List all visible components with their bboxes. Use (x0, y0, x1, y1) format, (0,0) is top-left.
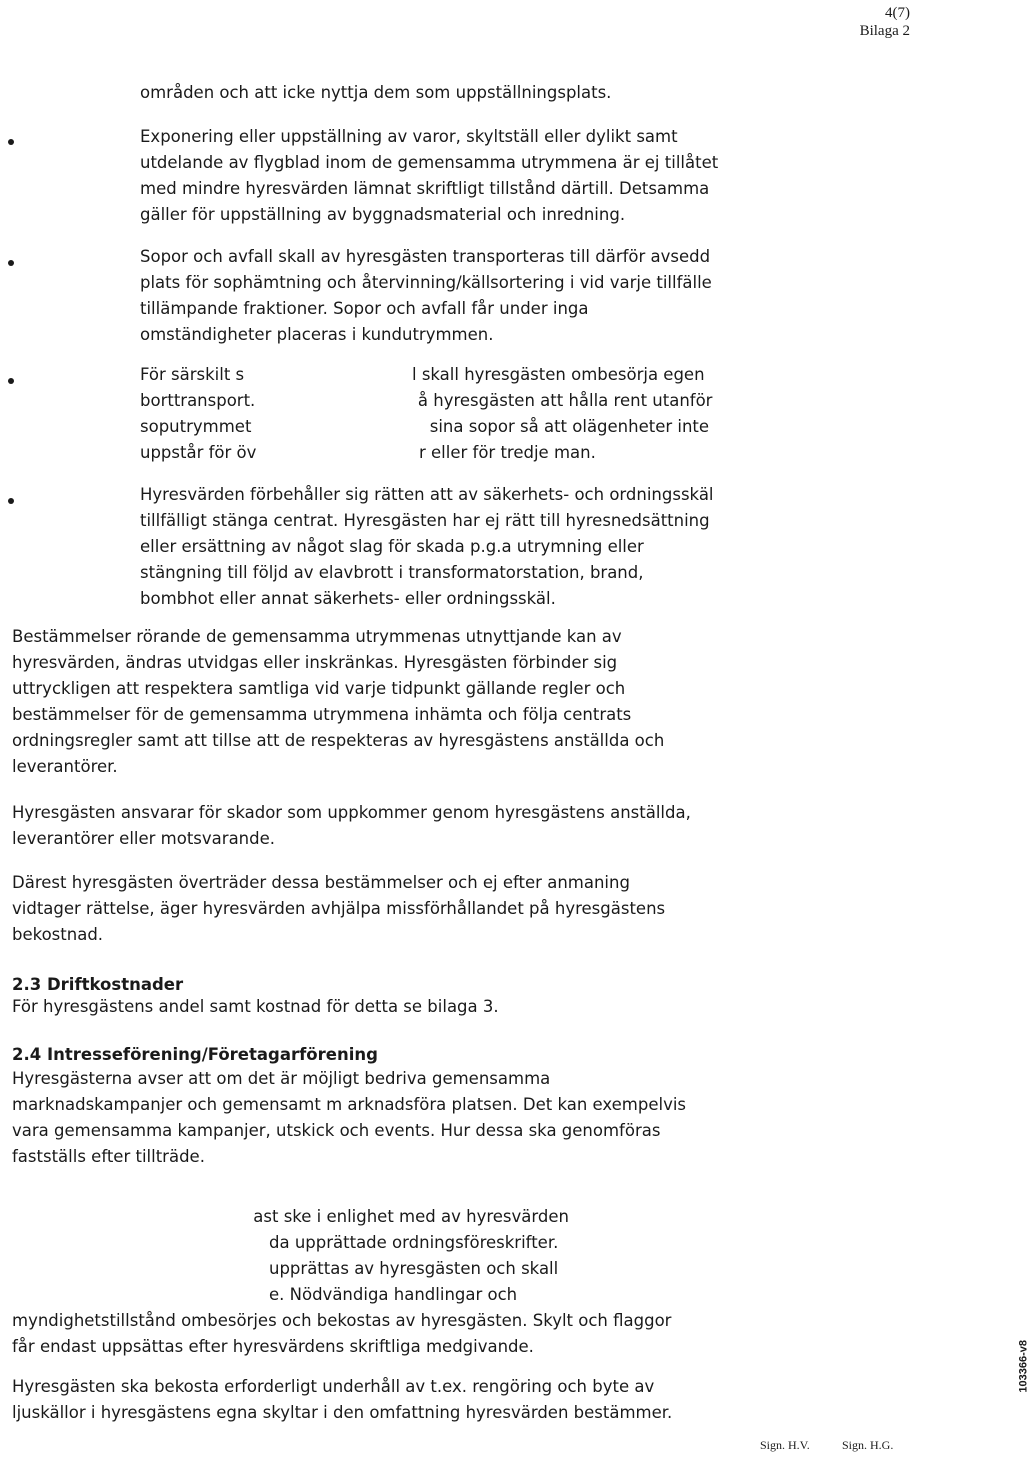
signage-paragraph: ast ske i enlighet med av hyresvärden da upprättade ordningsföreskrifter. upprättas av hyresgästen och skall e. Nödvändiga handlingar och myndighetstillstånd ombesörjes och bekostas av hyresgästen. Skylt och flaggor får endast uppsättas efter hyresvärdens skriftliga medgivande. (12, 1207, 672, 1356)
paragraph-liability: Hyresgästen ansvarar för skador som uppkommer genom hyresgästens anställda, leverantörer eller motsvarande. (12, 803, 691, 848)
bullet-dot-3 (8, 378, 14, 384)
sign-hv: Sign. H.V. (760, 1438, 810, 1452)
sign-hg: Sign. H.G. (842, 1438, 894, 1452)
section-2-4-text: Hyresgästerna avser att om det är möjligt bedriva gemensamma marknadskampanjer och gemensamt m arknadsföra platsen. Det kan exempelvis vara gemensamma kampanjer, utskick och events. Hur dessa ska genomföras fastställs efter tillträde. (12, 1069, 687, 1166)
bullet-dot-1 (8, 139, 14, 145)
attachment-label: Bilaga 2 (859, 23, 910, 39)
paragraph-violation: Därest hyresgästen överträder dessa bestämmelser och ej efter anmaning vidtager rättelse, äger hyresvärden avhjälpa missförhållandet på hyresgästens bekostnad. (12, 873, 666, 944)
bullet-item-2-text: Sopor och avfall skall av hyresgästen transporteras till därför avsedd plats för sophämtning och återvinning/källsortering i vid varje tillfälle tillämpande fraktioner. Sopor och avfall får under inga omständigheter placeras i kundutrymmen. (140, 247, 712, 344)
section-2-3-text: För hyresgästens andel samt kostnad för detta se bilaga 3. (12, 997, 499, 1016)
bullet-dot-2 (8, 260, 14, 266)
paragraph-regulations: Bestämmelser rörande de gemensamma utrymmenas utnyttjande kan av hyresvärden, ändras utvidgas eller inskränkas. Hyresgästen förbinder sig uttryckligen att respektera samtliga vid varje tidpunkt gällande regler och bestämmelser för de gemensamma utrymmena inhämta och följa centrats ordningsregler samt att tillse att de respekteras av hyresgästens anställda och leverantörer. (12, 627, 665, 776)
section-2-4-heading: 2.4 Intresseförening/Företagarförening (12, 1045, 378, 1064)
maintenance-paragraph: Hyresgästen ska bekosta erforderligt underhåll av t.ex. rengöring och byte av ljuskällor i hyresgästens egna skyltar i den omfattning hyresvärden bestämmer. (12, 1377, 673, 1422)
document-code: 103366-v8 (1018, 1340, 1030, 1393)
section-2-3-heading: 2.3 Driftkostnader (12, 975, 184, 994)
bullet-item-4-text: Hyresvärden förbehåller sig rätten att av säkerhets- och ordningsskäl tillfälligt stänga centrat. Hyresgästen har ej rätt till hyresnedsättning eller ersättning av något slag för skada p.g.a utrymning eller stängning till följd av elavbrott i transformatorstation, brand, bombhot eller annat säkerhets- eller ordningsskäl. (140, 485, 714, 608)
bullet-item-3-text: För särskilt s l skall hyresgästen ombesörja egen borttransport. å hyresgästen att hålla rent utanför soputrymmet sina sopor så att olägenheter inte uppstår för öv r eller för tredje man. (140, 365, 713, 462)
page-number: 4(7) (885, 5, 910, 21)
bullet-item-0-text: områden och att icke nyttja dem som uppställningsplats. (140, 83, 612, 102)
bullet-item-1-text: Exponering eller uppställning av varor, skyltställ eller dylikt samt utdelande av flygblad inom de gemensamma utrymmena är ej tillåtet med mindre hyresvärden lämnat skriftligt tillstånd därtill. Detsamma gäller för uppställning av byggnadsmaterial och inredning. (140, 127, 719, 224)
bullet-dot-4 (8, 498, 14, 504)
